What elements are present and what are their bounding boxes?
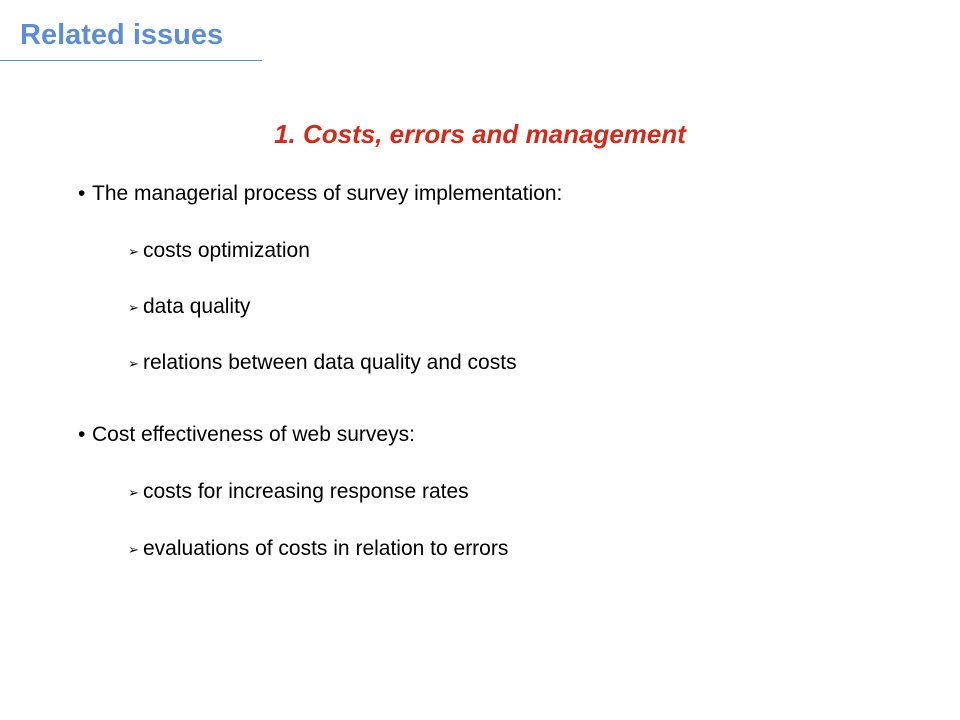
section-heading: 1. Costs, errors and management: [274, 119, 686, 149]
sub-item-text: costs for increasing response rates: [143, 480, 469, 503]
sub-item-data-quality: [128, 296, 250, 317]
title-underline: [0, 60, 262, 61]
bullet-cost-effectiveness: [78, 424, 415, 445]
sub-item-response-rates: [128, 481, 469, 502]
arrow-bullet-icon: ➢: [128, 485, 139, 500]
bullet-text: Cost effectiveness of web surveys:: [92, 423, 415, 446]
bullet-managerial-process: [78, 183, 562, 204]
sub-item-text: relations between data quality and costs: [143, 351, 517, 374]
slide-header: [0, 0, 262, 62]
bullet-dot-icon: •: [78, 182, 86, 205]
arrow-bullet-icon: ➢: [128, 244, 139, 259]
sub-item-relations: [128, 352, 517, 373]
sub-item-evaluations: [128, 538, 508, 559]
arrow-bullet-icon: ➢: [128, 300, 139, 315]
slide-title: Related issues: [20, 19, 224, 51]
arrow-bullet-icon: ➢: [128, 542, 139, 557]
arrow-bullet-icon: ➢: [128, 356, 139, 371]
sub-item-text: evaluations of costs in relation to errors: [143, 537, 509, 560]
bullet-dot-icon: •: [78, 423, 86, 446]
sub-item-text: data quality: [143, 295, 251, 318]
sub-item-text: costs optimization: [143, 239, 310, 262]
sub-item-costs-optimization: [128, 240, 310, 261]
bullet-text: The managerial process of survey implementation:: [92, 182, 563, 205]
